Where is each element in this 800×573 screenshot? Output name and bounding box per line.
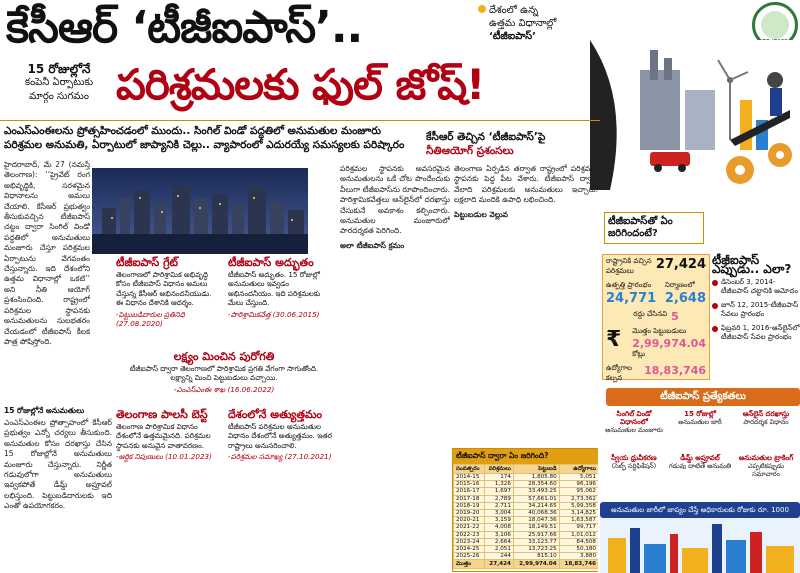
quote-title: తెలంగాణ పాలసీ బెస్ట్	[116, 408, 208, 421]
feature-item	[668, 410, 732, 426]
features-title: టీజీఐపాస్ ప్రత్యేకతలు	[606, 388, 800, 406]
timeline-text: జూన్ 12, 2015-టీజీఐపాస్ సేవలు ప్రారంభం	[721, 301, 799, 318]
table	[453, 464, 599, 569]
feature-head: స్వీయ ధ్రువీకరణ	[611, 454, 657, 462]
city-photo	[92, 168, 308, 254]
dek-right-line2: నీతిఆయోగ్ ప్రశంసలు	[426, 145, 514, 157]
table-cell: 2015-16	[454, 481, 485, 488]
timeline-text: డిసెంబర్ 3, 2014- టీజీఐపాస్ చట్టానికి ఆమోదం	[721, 278, 799, 295]
body-col3-text: పరిశ్రమల స్థాపనకు అవసరమైన అనుమతులను ఒకే చోట పొందేందుకు వీలుగా టీజీఐపాస్‌ను రూపొందించారు. పారిశ్రామికవేత్తలు ఆన్‌లైన్‌లో దరఖాస్తు చేసుకునే అవకాశం కల్పించారు. అనుమతుల మంజూరులో పారదర్శకత పెరిగింది.	[340, 164, 450, 236]
quote-by: -ఆర్థిక నిపుణులు (10.01.2023)	[116, 452, 212, 461]
table-cell: 2,789	[484, 495, 513, 502]
quote-box	[116, 410, 220, 462]
body-col1-subhead: 15 రోజుల్లోనే అనుమతులు	[4, 406, 85, 415]
body-col1	[4, 160, 90, 405]
quote-box	[116, 258, 220, 329]
table-cell: 33,123.77	[513, 538, 559, 545]
table-cell: 2025-26	[454, 553, 485, 560]
units-value: 27,424	[655, 257, 706, 272]
rupee-icon: ₹	[606, 327, 622, 352]
table-cell: 34,214.65	[513, 502, 559, 509]
timeline	[712, 253, 800, 347]
table-title: టీజీఐపాస్ ద్వారా ఏం జరిగింది?	[453, 449, 599, 464]
table-cell: 2024-25	[454, 545, 485, 552]
table-cell: 40,068.36	[513, 509, 559, 516]
table-cell: 3,14,825	[559, 509, 598, 516]
table-cell: 174	[484, 474, 513, 481]
top-bullet	[478, 4, 638, 43]
divider	[0, 120, 600, 121]
table-header-cell: ఉద్యోగాలు	[559, 465, 598, 474]
feature-head: ఆన్‌లైన్ దరఖాస్తు	[742, 410, 790, 418]
body-col1b	[4, 418, 112, 570]
feature-text: ఎప్పటికప్పుడు సమాచారం	[748, 462, 784, 478]
table-row	[454, 495, 599, 502]
subhead-left-line3: మార్గం సుగమం	[29, 91, 89, 102]
dek-line2: పరిశ్రమల అనుమతి, ఏర్పాటులో జాప్యానికి చెల్లు.. వ్యాపారంలో ఎదురయ్యే సమస్యలకు పరిష్కారం	[4, 139, 405, 151]
body-col1b-text: ఎంఎస్ఎంఈల ప్రోత్సాహంలో కేసీఆర్ ప్రభుత్వం ఎన్నో చర్యలు తీసుకుంది. అనుమతుల కోసం దరఖాస్తు చేసిన 15 రోజుల్లోనే అనుమతులు మంజూరు చేస్తున్నారు. నిర్ణీత గడువులోగా అనుమతులు ఇవ్వకపోతే డీమ్డ్ అప్రూవల్ లభిస్తుంది. పెట్టుబడిదారులకు ఇది ఎంతో ఉపయోగకరం.	[4, 418, 112, 511]
quote-title: లక్ష్యం మించిన పురోగతి	[173, 350, 275, 363]
table-cell: 2021-22	[454, 524, 485, 531]
table-cell: 5,99,358	[559, 502, 598, 509]
table-cell: 3,004	[484, 509, 513, 516]
logo-emblem-icon	[761, 11, 789, 39]
table-row	[454, 538, 599, 545]
invest-label: మొత్తం పెట్టుబడులు	[632, 327, 687, 335]
industrial-skyline-illustration	[600, 518, 800, 573]
quote-text: టీజీఐపాస్ పరిశ్రమల అనుమతుల విధానం దేశంలోనే అత్యుత్తమం. ఇతర రాష్ట్రాలు అనుసరించాలి.	[228, 421, 332, 450]
table-cell: 2020-21	[454, 517, 485, 524]
stat-row	[603, 308, 709, 325]
feature-head: అనుమతుల ట్రాకింగ్	[738, 454, 794, 462]
feature-item	[602, 410, 666, 434]
table-row	[454, 545, 599, 552]
subhead-left	[4, 62, 114, 104]
table-cell: 244	[484, 553, 513, 560]
body-col4-head: పెట్టుబడుల వెల్లువ	[454, 209, 508, 219]
stats-table	[452, 448, 600, 572]
quote-by: -పెట్టుబడిదారుల ప్రతినిధి (27.08.2020)	[116, 309, 185, 328]
table-total-row	[454, 560, 599, 569]
table-cell: 27,424	[484, 560, 513, 569]
subhead-left-line2: కంపెనీ ఏర్పాటుకు	[24, 77, 94, 88]
why-question: టీజీఐపాస్‌తో ఏం జరిగిందంటే?	[604, 212, 704, 244]
table-cell: 815.10	[513, 553, 559, 560]
quote-by: -పరిశ్రమల సమాఖ్య (27.10.2021)	[228, 452, 332, 461]
dek-line1: ఎంఎస్ఎంఈలను ప్రోత్సహించడంలో ముందు.. సింగిల్ విండో పద్ధతిలో అనుమతుల మంజూరు	[4, 125, 382, 137]
quote-box	[228, 258, 332, 319]
table-cell: 28,354.60	[513, 481, 559, 488]
feature-text: అనుమతుల మంజూరు	[605, 426, 663, 434]
table-cell: 13,723.25	[513, 545, 559, 552]
table-cell: 95,062	[559, 488, 598, 495]
quote-text: టీజీఐపాస్ ద్వారా తెలంగాణలో పారిశ్రామిక ప్రగతి వేగంగా సాగుతోంది. లక్ష్యాన్ని మించి పెట్టుబడులు వచ్చాయి.	[129, 363, 319, 382]
table-cell: 2019-20	[454, 509, 485, 516]
quote-text: తెలంగాణ పారిశ్రామిక విధానం దేశంలోనే ఉత్తమమైనది. పరిశ్రమల స్థాపనకు అనువైన వాతావరణం.	[116, 421, 211, 450]
body-col4-text: తెలంగాణ ఏర్పడిన తర్వాత రాష్ట్రంలో పరిశ్రమల స్థాపనకు పెద్ద పీట వేశారు. టీజీఐపాస్ ద్వారా వేలాది పరిశ్రమలకు అనుమతులు ఇచ్చారు. లక్షలాది మందికి ఉపాధి లభించింది.	[454, 164, 598, 205]
table-cell: 84,508	[559, 538, 598, 545]
subhead: పరిశ్రమలకు ఫుల్ జోష్!	[116, 60, 485, 109]
table-cell: 25,917.66	[513, 531, 559, 538]
table-cell: 2022-23	[454, 531, 485, 538]
subhead-left-line1: 15 రోజుల్లోనే	[27, 62, 91, 76]
table-cell: 5,051	[559, 474, 598, 481]
quote-title: దేశంలోనే అత్యుత్తమం	[228, 408, 323, 421]
quote-text: టీజీఐపాస్ అద్భుతం. 15 రోజుల్లో అనుమతులు ఇవ్వడం అభినందనీయం. ఇది పరిశ్రమలకు మేలు చేస్తుంది.	[228, 269, 321, 307]
units-label: రాష్ట్రానికి వచ్చిన పరిశ్రమలు	[606, 257, 652, 275]
hero-illustration	[590, 40, 800, 190]
table-cell: 18,047.36	[513, 517, 559, 524]
feature-head: సింగిల్ విండో విధానంలో	[616, 410, 652, 426]
table-cell: 3,159	[484, 517, 513, 524]
table-cell: 18,149.51	[513, 524, 559, 531]
invest-unit: కోట్లు	[632, 350, 646, 358]
table-cell: 2,664	[484, 538, 513, 545]
table-row	[454, 524, 599, 531]
dek	[4, 124, 474, 152]
quote-text: తెలంగాణలో పారిశ్రామిక అభివృద్ధి కోసం టీజీఐపాస్ విధానం అమలు చేస్తున్న కేసీఆర్ అభినందనీయుడు. ఈ విధానం దేశానికి ఆదర్శం.	[116, 269, 212, 307]
table-cell: 1,697	[484, 488, 513, 495]
timeline-text: ఫిబ్రవరి 1, 2016-ఆన్‌లైన్‌లో టీజీఐపాస్ సేవల ప్రారంభం	[721, 324, 800, 341]
approved-label: ఉత్పత్తి ప్రారంభం	[606, 281, 652, 289]
top-bullet-line2: ఉత్తమ విధానాల్లో	[489, 18, 557, 29]
table-row	[454, 509, 599, 516]
table-cell: 2,73,362	[559, 495, 598, 502]
approved-value: 24,771	[606, 291, 657, 306]
bullet-icon	[712, 280, 718, 286]
jobs-label: ఉద్యోగాల కల్పన	[606, 364, 632, 382]
body-col3-head: అలా టీజీఐపాస్ క్రమం	[340, 240, 405, 250]
stat-row	[603, 279, 709, 308]
body-col3	[340, 164, 450, 544]
construct-label: నిర్మాణంలో	[664, 281, 695, 289]
table-cell: 2,99,974.04	[513, 560, 559, 569]
table-cell: 2014-15	[454, 474, 485, 481]
table-row	[454, 502, 599, 509]
dek-right	[426, 130, 600, 158]
table-cell: 96,196	[559, 481, 598, 488]
table-header-row	[454, 465, 599, 474]
table-header-cell: పెట్టుబడి	[513, 465, 559, 474]
table-row	[454, 517, 599, 524]
headline: కేసీఆర్ ‘టీజీఐపాస్’..	[6, 2, 363, 53]
bullet-icon	[712, 303, 718, 309]
table-row	[454, 531, 599, 538]
feature-text: గడువు దాటితే అనుమతి	[668, 462, 732, 470]
timeline-item	[712, 324, 800, 342]
feature-item	[734, 410, 798, 426]
table-cell: 1,326	[484, 481, 513, 488]
bullet-dot-icon	[478, 5, 486, 13]
invest-value: 2,99,974.04	[632, 337, 706, 350]
feature-item	[734, 454, 798, 478]
table-cell: 1,01,012	[559, 531, 598, 538]
closed-value: 5	[671, 310, 679, 323]
quote-by: -ఎంఎస్ఎంఈ శాఖ (16.06.2022)	[173, 384, 275, 394]
dek-right-line1: కేసీఆర్ తెచ్చిన ‘టీజీఐపాస్’పై	[426, 131, 546, 143]
feature-item	[602, 454, 666, 470]
table-cell: 3,880	[559, 553, 598, 560]
closed-label: రద్దు చేసినవి	[633, 310, 668, 318]
stat-row	[603, 362, 709, 386]
feature-item	[668, 454, 732, 470]
quote-box	[126, 352, 322, 394]
feature-text: పారదర్శక విధానం	[743, 418, 789, 426]
bullet-icon	[712, 326, 718, 332]
table-cell: 2018-19	[454, 502, 485, 509]
stat-row	[603, 325, 709, 362]
table-row	[454, 553, 599, 560]
construct-value: 2,648	[664, 291, 706, 306]
table-row	[454, 488, 599, 495]
table-cell: 50,180	[559, 545, 598, 552]
table-cell: మొత్తం	[454, 560, 485, 569]
table-cell: 2,711	[484, 502, 513, 509]
top-bullet-line3: ‘టీజీఐపాస్’	[489, 31, 536, 42]
feature-head: 15 రోజుల్లో	[684, 410, 716, 418]
timeline-item	[712, 278, 800, 296]
quote-by: -పారిశ్రామికవేత్త (30.06.2015)	[228, 309, 320, 319]
features-grid	[600, 410, 800, 502]
table-row	[454, 481, 599, 488]
table-cell: 33,493.25	[513, 488, 559, 495]
quote-title: టీజీఐపాస్ అద్భుతం	[228, 256, 314, 269]
table-row	[454, 474, 599, 481]
feature-head: డీమ్డ్ అప్రూవల్	[680, 454, 720, 462]
stat-row	[603, 255, 709, 279]
feature-text: అనుమతుల జారీ	[678, 418, 722, 426]
table-cell: 2017-18	[454, 495, 485, 502]
penalty-banner: అనుమతుల జారీలో జాప్యం చేస్తే అధికారులకు రోజుకు రూ. 1000	[600, 502, 800, 518]
table-cell: 57,661.01	[513, 495, 559, 502]
table-cell: 3,106	[484, 531, 513, 538]
quotes-area	[116, 258, 332, 536]
top-bullet-line1: దేశంలో ఉన్న	[489, 5, 539, 16]
table-cell: 2023-24	[454, 538, 485, 545]
table-cell: 18,83,746	[559, 560, 598, 569]
table-cell: 2,051	[484, 545, 513, 552]
table-header-cell: పరిశ్రమలు	[484, 465, 513, 474]
body-col4	[454, 164, 598, 444]
table-cell: 99,717	[559, 524, 598, 531]
timeline-title: టీజీఐపాస్ ఎప్పుడు.. ఎలా?	[712, 253, 792, 276]
timeline-item	[712, 301, 800, 319]
table-cell: 1,805.80	[513, 474, 559, 481]
table-header-cell: సంవత్సరం	[454, 465, 485, 474]
stats-box	[602, 254, 710, 380]
jobs-value: 18,83,746	[644, 364, 706, 377]
table-cell: 2016-17	[454, 488, 485, 495]
table-cell: 1,63,587	[559, 517, 598, 524]
quote-title: టీజీఐపాస్ గ్రేట్	[116, 256, 178, 269]
feature-text: (సెల్ఫ్ సర్టిఫికేషన్)	[611, 462, 657, 470]
quote-box	[228, 410, 332, 462]
body-col1-text: హైదరాబాద్, మే 27 (నమస్తే తెలంగాణ): ‘‘ప్రైవేట్ రంగ అభివృద్ధికి, సరళమైన విధానాలను అమలు చేయాలి. కేసీఆర్ ప్రభుత్వం తీసుకువచ్చిన టీజీఐపాస్ చట్టం ద్వారా సింగిల్ విండో పద్ధతిలో అనుమతులు మంజూరు చేస్తూ పరిశ్రమల ఏర్పాటును వేగవంతం చేస్తున్నారు. ఇది దేశంలోని ఉత్తమ విధానాల్లో ఒకటి’’ అని నీతి ఆయోగ్ ప్రశంసించింది. రాష్ట్రంలో పరిశ్రమల స్థాపనకు అనుమతులను సులభతరం చేయడంలో టీజీఐపాస్ కీలక పాత్ర పోషిస్తోంది.	[4, 160, 90, 346]
table-cell: 4,008	[484, 524, 513, 531]
